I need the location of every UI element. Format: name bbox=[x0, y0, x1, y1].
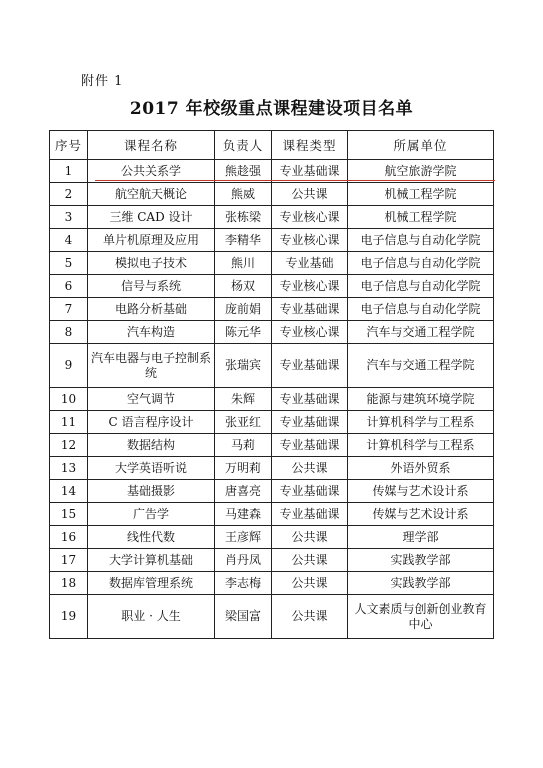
cell-course-type: 专业基础 bbox=[272, 252, 348, 275]
cell-department: 实践教学部 bbox=[348, 549, 494, 572]
cell-number: 8 bbox=[50, 321, 88, 344]
cell-course-name: 航空航天概论 bbox=[88, 183, 215, 206]
document-title: 2017 年校级重点课程建设项目名单 bbox=[129, 99, 414, 119]
cell-leader: 梁国富 bbox=[215, 595, 272, 639]
cell-course-type: 专业核心课 bbox=[272, 206, 348, 229]
cell-department: 电子信息与自动化学院 bbox=[348, 229, 494, 252]
column-header-number: 序号 bbox=[50, 131, 88, 160]
cell-course-name: 线性代数 bbox=[88, 526, 215, 549]
cell-course-type: 专业核心课 bbox=[272, 275, 348, 298]
cell-number: 18 bbox=[50, 572, 88, 595]
cell-department: 计算机科学与工程系 bbox=[348, 434, 494, 457]
cell-course-name: 公共关系学 bbox=[88, 160, 215, 183]
cell-course-name: 信号与系统 bbox=[88, 275, 215, 298]
cell-department: 外语外贸系 bbox=[348, 457, 494, 480]
table-row bbox=[50, 457, 494, 480]
cell-department: 电子信息与自动化学院 bbox=[348, 252, 494, 275]
cell-number: 9 bbox=[50, 344, 88, 388]
cell-course-type: 专业基础课 bbox=[272, 344, 348, 388]
cell-leader: 李精华 bbox=[215, 229, 272, 252]
table-row bbox=[50, 183, 494, 206]
cell-course-name: 职业 · 人生 bbox=[88, 595, 215, 639]
cell-course-type: 专业基础课 bbox=[272, 411, 348, 434]
column-header-leader: 负责人 bbox=[215, 131, 272, 160]
cell-number: 11 bbox=[50, 411, 88, 434]
table-row bbox=[50, 503, 494, 526]
column-header-course-type: 课程类型 bbox=[272, 131, 348, 160]
cell-course-name: 基础摄影 bbox=[88, 480, 215, 503]
table-header-row bbox=[50, 131, 494, 160]
cell-course-name: 电路分析基础 bbox=[88, 298, 215, 321]
cell-leader: 马莉 bbox=[215, 434, 272, 457]
table-row bbox=[50, 572, 494, 595]
cell-course-name: 单片机原理及应用 bbox=[88, 229, 215, 252]
column-header-department: 所属单位 bbox=[348, 131, 494, 160]
cell-leader: 张亚红 bbox=[215, 411, 272, 434]
table-row bbox=[50, 298, 494, 321]
table-row bbox=[50, 411, 494, 434]
cell-leader: 朱辉 bbox=[215, 388, 272, 411]
cell-department: 传媒与艺术设计系 bbox=[348, 480, 494, 503]
cell-number: 14 bbox=[50, 480, 88, 503]
red-underline-mark bbox=[95, 180, 495, 181]
cell-leader: 李志梅 bbox=[215, 572, 272, 595]
cell-course-type: 专业基础课 bbox=[272, 298, 348, 321]
table-row bbox=[50, 480, 494, 503]
table-row bbox=[50, 388, 494, 411]
cell-number: 12 bbox=[50, 434, 88, 457]
cell-course-name: 模拟电子技术 bbox=[88, 252, 215, 275]
column-header-course-name: 课程名称 bbox=[88, 131, 215, 160]
cell-leader: 唐喜亮 bbox=[215, 480, 272, 503]
table-row bbox=[50, 344, 494, 388]
cell-department: 理学部 bbox=[348, 526, 494, 549]
cell-leader: 熊趁强 bbox=[215, 160, 272, 183]
table-row bbox=[50, 252, 494, 275]
table-row bbox=[50, 206, 494, 229]
cell-leader: 庞前娟 bbox=[215, 298, 272, 321]
cell-leader: 熊川 bbox=[215, 252, 272, 275]
cell-leader: 肖丹凤 bbox=[215, 549, 272, 572]
cell-course-type: 公共课 bbox=[272, 457, 348, 480]
cell-number: 15 bbox=[50, 503, 88, 526]
cell-course-name: 汽车电器与电子控制系统 bbox=[88, 344, 215, 388]
cell-course-type: 公共课 bbox=[272, 549, 348, 572]
table-row bbox=[50, 229, 494, 252]
table-row bbox=[50, 275, 494, 298]
cell-course-name: 汽车构造 bbox=[88, 321, 215, 344]
table-row bbox=[50, 549, 494, 572]
cell-leader: 王彦辉 bbox=[215, 526, 272, 549]
cell-leader: 马建森 bbox=[215, 503, 272, 526]
cell-department: 电子信息与自动化学院 bbox=[348, 275, 494, 298]
cell-course-name: 数据库管理系统 bbox=[88, 572, 215, 595]
table-row bbox=[50, 434, 494, 457]
cell-leader: 陈元华 bbox=[215, 321, 272, 344]
cell-department: 汽车与交通工程学院 bbox=[348, 321, 494, 344]
cell-department: 能源与建筑环境学院 bbox=[348, 388, 494, 411]
table-row bbox=[50, 321, 494, 344]
cell-number: 19 bbox=[50, 595, 88, 639]
cell-leader: 杨双 bbox=[215, 275, 272, 298]
cell-number: 5 bbox=[50, 252, 88, 275]
cell-number: 17 bbox=[50, 549, 88, 572]
cell-course-name: 数据结构 bbox=[88, 434, 215, 457]
cell-department: 汽车与交通工程学院 bbox=[348, 344, 494, 388]
table-row bbox=[50, 526, 494, 549]
cell-department: 传媒与艺术设计系 bbox=[348, 503, 494, 526]
cell-course-type: 专业核心课 bbox=[272, 321, 348, 344]
cell-number: 6 bbox=[50, 275, 88, 298]
cell-course-name: 大学英语听说 bbox=[88, 457, 215, 480]
cell-department: 航空旅游学院 bbox=[348, 160, 494, 183]
cell-department: 电子信息与自动化学院 bbox=[348, 298, 494, 321]
cell-department: 人文素质与创新创业教育中心 bbox=[348, 595, 494, 639]
cell-leader: 张瑞宾 bbox=[215, 344, 272, 388]
cell-number: 10 bbox=[50, 388, 88, 411]
cell-number: 13 bbox=[50, 457, 88, 480]
cell-course-type: 专业基础课 bbox=[272, 388, 348, 411]
cell-course-name: 大学计算机基础 bbox=[88, 549, 215, 572]
key-course-table bbox=[49, 130, 494, 639]
cell-department: 机械工程学院 bbox=[348, 183, 494, 206]
cell-course-name: 空气调节 bbox=[88, 388, 215, 411]
cell-number: 4 bbox=[50, 229, 88, 252]
cell-leader: 万明莉 bbox=[215, 457, 272, 480]
cell-course-type: 公共课 bbox=[272, 526, 348, 549]
cell-leader: 张栋梁 bbox=[215, 206, 272, 229]
cell-number: 2 bbox=[50, 183, 88, 206]
cell-department: 机械工程学院 bbox=[348, 206, 494, 229]
cell-course-name: 广告学 bbox=[88, 503, 215, 526]
cell-course-type: 专业基础课 bbox=[272, 503, 348, 526]
cell-course-type: 公共课 bbox=[272, 572, 348, 595]
attachment-label: 附件 1 bbox=[81, 74, 124, 89]
cell-course-name: C 语言程序设计 bbox=[88, 411, 215, 434]
cell-course-type: 专业基础课 bbox=[272, 434, 348, 457]
cell-number: 3 bbox=[50, 206, 88, 229]
cell-department: 计算机科学与工程系 bbox=[348, 411, 494, 434]
cell-course-name: 三维 CAD 设计 bbox=[88, 206, 215, 229]
table-row bbox=[50, 595, 494, 639]
cell-department: 实践教学部 bbox=[348, 572, 494, 595]
cell-number: 7 bbox=[50, 298, 88, 321]
cell-course-type: 公共课 bbox=[272, 595, 348, 639]
cell-course-type: 专业核心课 bbox=[272, 229, 348, 252]
cell-number: 1 bbox=[50, 160, 88, 183]
cell-course-type: 专业基础课 bbox=[272, 480, 348, 503]
cell-number: 16 bbox=[50, 526, 88, 549]
cell-leader: 熊威 bbox=[215, 183, 272, 206]
cell-course-type: 公共课 bbox=[272, 183, 348, 206]
cell-course-type: 专业基础课 bbox=[272, 160, 348, 183]
